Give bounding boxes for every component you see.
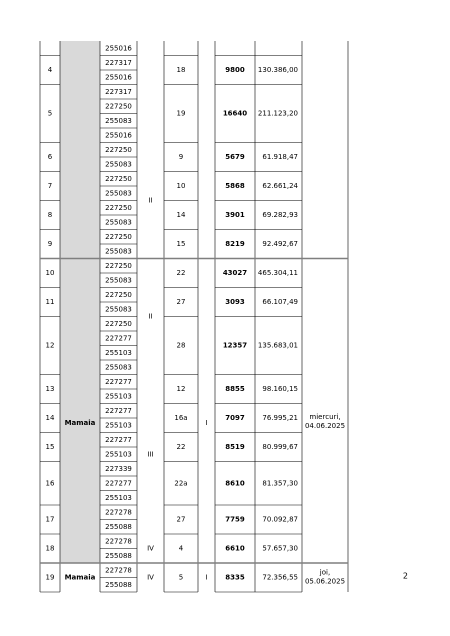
area-value: 8610 — [225, 479, 245, 488]
amount-value: 70.092,87 — [262, 515, 298, 524]
date-label: joi, — [319, 568, 331, 577]
amount-value: 130.386,00 — [257, 66, 298, 74]
parcel-code: 255016 — [105, 44, 132, 53]
parcel-code: 255103 — [105, 348, 132, 357]
location-label: Mamaia — [64, 418, 96, 427]
date-label: 05.06.2025 — [304, 577, 346, 586]
lot-number: 14 — [176, 211, 186, 219]
lot-number: 15 — [176, 240, 186, 248]
section-label: IV — [147, 573, 154, 582]
parcel-code: 255083 — [105, 305, 132, 314]
parcel-code: 255083 — [105, 363, 132, 372]
parcel-code: 227277 — [105, 334, 132, 343]
amount-value: 57.657,30 — [262, 544, 298, 553]
location-cell-shade — [60, 41, 100, 259]
parcel-code: 227317 — [105, 87, 132, 96]
parcel-code: 227250 — [105, 203, 132, 212]
date-label: miercuri, — [309, 412, 341, 421]
area-value: 8335 — [225, 573, 245, 582]
row-number: 10 — [45, 269, 55, 277]
lot-number: 27 — [176, 515, 186, 524]
row-number: 18 — [45, 544, 55, 553]
parcel-code: 227250 — [105, 145, 132, 154]
location-label: Mamaia — [64, 573, 96, 582]
parcel-code: 255083 — [105, 247, 132, 256]
amount-value: 81.357,30 — [262, 479, 298, 488]
row-number: 16 — [45, 479, 55, 488]
parcel-code: 255083 — [105, 116, 132, 125]
parcel-code: 227278 — [105, 508, 132, 517]
lot-number: 10 — [176, 182, 186, 190]
parcel-code: 227250 — [105, 102, 132, 111]
area-value: 7097 — [225, 414, 245, 422]
parcel-code: 255083 — [105, 218, 132, 227]
row-number: 6 — [47, 153, 53, 161]
amount-value: 92.492,67 — [262, 240, 298, 248]
amount-value: 98.160,15 — [262, 385, 298, 393]
area-value: 12357 — [222, 341, 248, 350]
parcel-code: 227277 — [105, 377, 132, 386]
lot-number: 22 — [176, 443, 186, 451]
parcel-code: 255088 — [105, 580, 132, 589]
area-value: 8519 — [225, 443, 245, 451]
lot-number: 19 — [176, 109, 186, 118]
area-value: 8855 — [225, 385, 245, 393]
lot-number: 22a — [174, 479, 188, 488]
row-number: 15 — [45, 443, 55, 451]
amount-value: 62.661,24 — [262, 182, 298, 190]
lot-number: 27 — [176, 298, 186, 306]
parcel-code: 255103 — [105, 392, 132, 401]
row-number: 5 — [47, 109, 53, 118]
parcel-code: 227339 — [105, 464, 132, 473]
area-value: 9800 — [225, 66, 245, 74]
parcel-code: 255103 — [105, 450, 132, 459]
row-number: 4 — [47, 66, 53, 74]
area-value: 3093 — [225, 298, 245, 306]
section-label: II — [148, 196, 153, 205]
amount-value: 465.304,11 — [257, 269, 298, 277]
row-number: 7 — [47, 182, 53, 190]
amount-value: 61.918,47 — [262, 153, 298, 161]
row-number: 11 — [45, 298, 55, 306]
amount-value: 76.995,21 — [262, 414, 298, 422]
parcel-code: 227250 — [105, 232, 132, 241]
area-value: 3901 — [225, 211, 245, 219]
parcel-code: 255083 — [105, 276, 132, 285]
area-value: 6610 — [225, 544, 245, 553]
lot-number: 16a — [174, 414, 188, 422]
section-label: III — [147, 450, 154, 459]
page-number: 2 — [402, 571, 408, 581]
row-number: 17 — [45, 515, 55, 524]
parcel-code: 255103 — [105, 493, 132, 502]
amount-value: 135.683,01 — [257, 341, 298, 350]
row-number: 14 — [45, 414, 55, 422]
parcel-code: 227277 — [105, 479, 132, 488]
area-value: 5868 — [225, 182, 245, 190]
row-number: 12 — [45, 341, 55, 350]
date-label: 04.06.2025 — [304, 421, 346, 430]
parcel-code: 227278 — [105, 566, 132, 575]
area-value: 43027 — [222, 269, 248, 277]
parcel-code: 255016 — [105, 73, 132, 82]
row-number: 9 — [47, 240, 53, 248]
lot-number: 22 — [176, 269, 186, 277]
lot-number: 28 — [176, 341, 186, 350]
lot-number: 18 — [176, 66, 186, 74]
area-value: 16640 — [222, 109, 248, 118]
lot-number: 4 — [178, 544, 184, 553]
parcel-code: 227250 — [105, 174, 132, 183]
parcel-code: 255088 — [105, 522, 132, 531]
row-number: 19 — [45, 573, 55, 582]
section-label: II — [148, 312, 153, 321]
parcel-code: 227250 — [105, 319, 132, 328]
section-label: IV — [147, 544, 154, 553]
amount-value: 66.107,49 — [262, 298, 298, 306]
lot-number: 12 — [176, 385, 186, 393]
parcel-code: 227317 — [105, 58, 132, 67]
parcel-code: 255016 — [105, 131, 132, 140]
area-value: 7759 — [225, 515, 245, 524]
amount-value: 69.282,93 — [262, 211, 298, 219]
lot-number: 5 — [178, 573, 184, 582]
area-value: 8219 — [225, 240, 245, 248]
area-value: 5679 — [225, 153, 245, 161]
row-number: 13 — [45, 385, 55, 393]
amount-value: 72.356,55 — [262, 573, 298, 582]
parcel-code: 227278 — [105, 537, 132, 546]
lot-number: 9 — [178, 153, 184, 161]
category-label: I — [205, 418, 208, 427]
location-cell-shade — [60, 259, 100, 564]
category-label: I — [205, 573, 208, 582]
row-number: 8 — [47, 211, 53, 219]
amount-value: 80.999,67 — [262, 443, 298, 451]
parcel-code: 227277 — [105, 435, 132, 444]
parcel-code: 255083 — [105, 160, 132, 169]
parcel-code: 255083 — [105, 189, 132, 198]
amount-value: 211.123,20 — [257, 109, 298, 118]
parcel-code: 227277 — [105, 406, 132, 415]
parcel-code: 227250 — [105, 290, 132, 299]
parcel-code: 227250 — [105, 261, 132, 270]
parcel-code: 255088 — [105, 551, 132, 560]
parcel-code: 255103 — [105, 421, 132, 430]
